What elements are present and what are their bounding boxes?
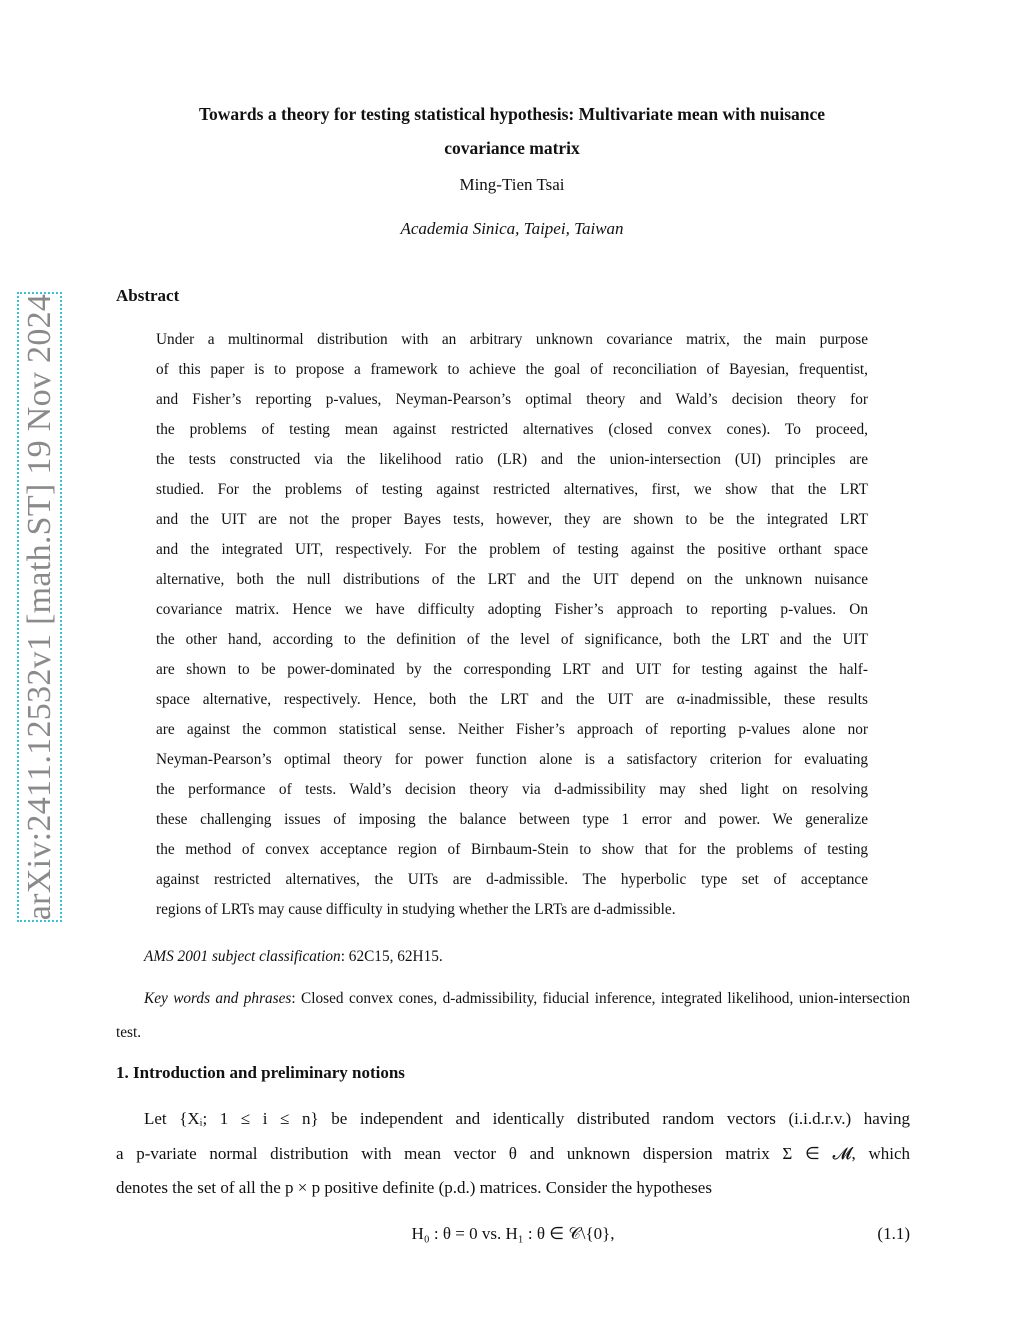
keywords-value: : Closed convex cones, d-admissibility, fiducial inference, integrated likelihood, union-intersection test. xyxy=(116,990,910,1041)
keywords-label: Key words and phrases xyxy=(144,990,292,1007)
ams-value: : 62C15, 62H15. xyxy=(340,948,443,965)
abstract-line: the method of convex acceptance region of Birnbaum-Stein to show that for the problems of testing xyxy=(156,841,868,858)
equation-number: (1.1) xyxy=(877,1224,910,1243)
intro-line: a p-variate normal distribution with mean vector θ and unknown dispersion matrix Σ ∈ 𝓜, which xyxy=(116,1143,910,1163)
author-name: Ming-Tien Tsai xyxy=(459,175,565,194)
abstract-line: of this paper is to propose a framework to achieve the goal of reconciliation of Bayesian, frequentist, xyxy=(156,361,868,378)
arxiv-identifier: arXiv:2411.12532v1 [math.ST] 19 Nov 2024 xyxy=(20,293,58,921)
title-line-1: Towards a theory for testing statistical hypothesis: Multivariate mean with nuisance xyxy=(198,104,826,124)
intro-line: Let {Xᵢ; 1 ≤ i ≤ n} be independent and identically distributed random vectors (i.i.d.r.v.) having xyxy=(144,1109,910,1128)
intro-line: denotes the set of all the p × p positive definite (p.d.) matrices. Consider the hypotheses xyxy=(116,1178,712,1197)
equation-1-1 xyxy=(116,1224,910,1254)
abstract-line: regions of LRTs may cause difficulty in studying whether the LRTs are d-admissible. xyxy=(156,901,676,918)
abstract-line: are shown to be power-dominated by the corresponding LRT and UIT for testing against the half- xyxy=(156,661,868,678)
keywords xyxy=(116,982,910,1050)
abstract-line: the problems of testing mean against restricted alternatives (closed convex cones). To proceed, xyxy=(156,421,868,438)
ams-classification xyxy=(116,948,910,966)
abstract-line: covariance matrix. Hence we have difficulty adopting Fisher’s approach to reporting p-values. On xyxy=(156,601,868,618)
author-affiliation: Academia Sinica, Taipei, Taiwan xyxy=(400,219,624,238)
abstract-line: studied. For the problems of testing against restricted alternatives, first, we show that the LRT xyxy=(156,481,868,498)
abstract-line: alternative, both the null distributions of the LRT and the UIT depend on the unknown nuisance xyxy=(156,571,868,588)
abstract-line: are against the common statistical sense. Neither Fisher’s approach of reporting p-values alone nor xyxy=(156,721,868,738)
title-line-2: covariance matrix xyxy=(444,138,580,158)
paper-title xyxy=(110,97,914,165)
abstract-line: space alternative, respectively. Hence, both the LRT and the UIT are α-inadmissible, these results xyxy=(156,691,868,708)
equation-body: H₀ : θ = 0 vs. H₁ : θ ∈ 𝒞\{0}, xyxy=(411,1224,615,1243)
abstract-line: and the UIT are not the proper Bayes tests, however, they are shown to be the integrated LRT xyxy=(156,511,868,528)
section-heading: 1. Introduction and preliminary notions xyxy=(116,1063,405,1082)
abstract-line: Neyman-Pearson’s optimal theory for power function alone is a satisfactory criterion for evaluating xyxy=(156,751,868,768)
abstract-line: the tests constructed via the likelihood ratio (LR) and the union-intersection (UI) principles are xyxy=(156,451,868,468)
abstract-line: and Fisher’s reporting p-values, Neyman-Pearson’s optimal theory and Wald’s decision theory for xyxy=(156,391,868,408)
abstract-line: Under a multinormal distribution with an arbitrary unknown covariance matrix, the main purpose xyxy=(156,331,868,348)
abstract-line: these challenging issues of imposing the balance between type 1 error and power. We generalize xyxy=(156,811,868,828)
arxiv-stamp xyxy=(17,292,62,922)
abstract-line: the other hand, according to the definition of the level of significance, both the LRT and the UIT xyxy=(156,631,868,648)
abstract-line: and the integrated UIT, respectively. For the problem of testing against the positive orthant space xyxy=(156,541,868,558)
abstract-heading: Abstract xyxy=(116,286,180,305)
abstract-line: against restricted alternatives, the UITs are d-admissible. The hyperbolic type set of acceptance xyxy=(156,871,868,888)
abstract-line: the performance of tests. Wald’s decision theory via d-admissibility may shed light on resolving xyxy=(156,781,868,798)
intro-paragraph xyxy=(116,1102,910,1206)
abstract-body xyxy=(156,325,868,925)
ams-label: AMS 2001 subject classification xyxy=(144,948,341,965)
